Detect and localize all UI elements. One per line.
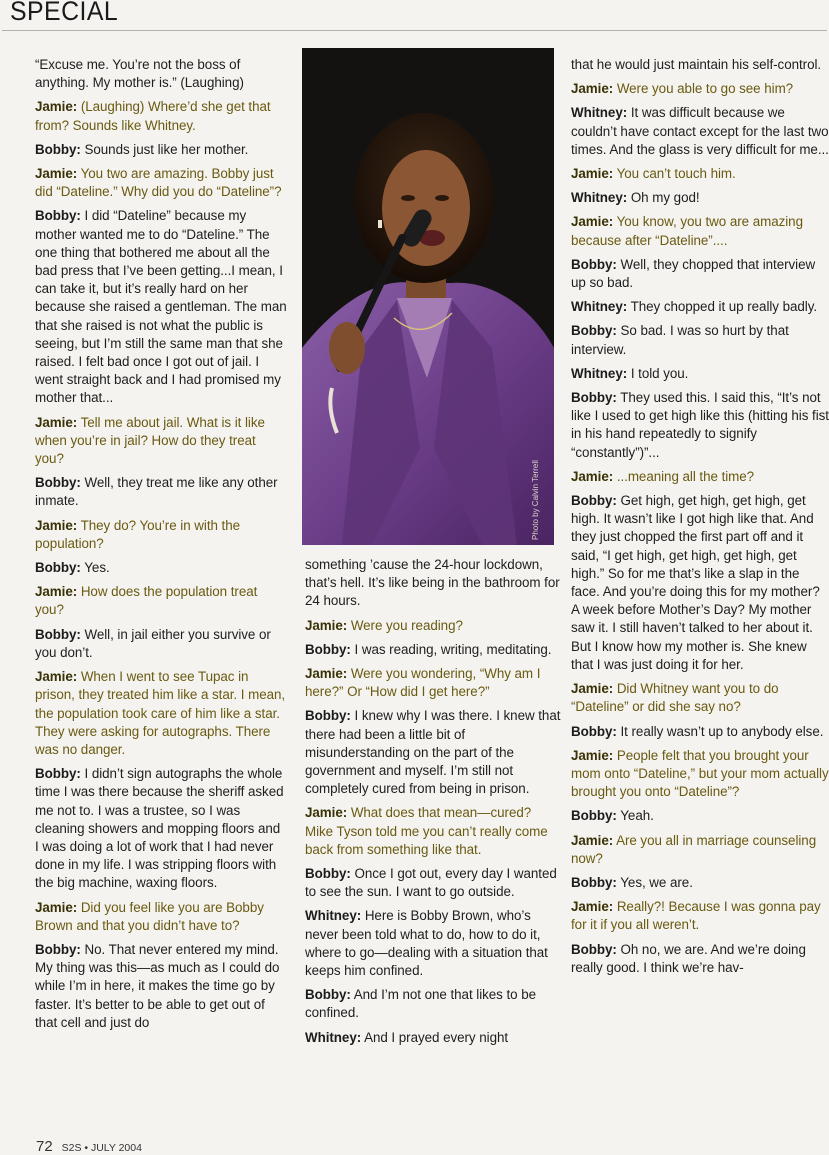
- interview-paragraph: [571, 941, 829, 977]
- interview-paragraph: [35, 899, 287, 935]
- interview-paragraph: [571, 747, 829, 802]
- interview-paragraph: [35, 559, 287, 577]
- speaker-label: Jamie:: [571, 899, 614, 915]
- paragraph-text: Sounds just like her mother.: [84, 141, 249, 157]
- interview-paragraph: [571, 322, 829, 358]
- speaker-label: Bobby:: [35, 141, 81, 157]
- interview-paragraph: [35, 165, 287, 201]
- interview-paragraph: [305, 665, 561, 701]
- interview-paragraph: [35, 626, 287, 662]
- speaker-label: Whitney:: [571, 190, 628, 206]
- interview-paragraph: [305, 641, 561, 659]
- paragraph-text: Yes, we are.: [620, 874, 693, 890]
- performer-photo: [302, 48, 554, 545]
- paragraph-text: I didn’t sign autographs the whole time I was there because the sheriff asked me not to. I was a trustee, so I was cleaning showers and mopping floors and I was doing a lot of work that I had never done in my life. I was stripping floors with the big machine, waxing floors.: [35, 766, 284, 891]
- speaker-label: Jamie:: [305, 805, 348, 821]
- interview-paragraph: [35, 517, 287, 553]
- interview-paragraph: [571, 898, 829, 934]
- paragraph-text: I was reading, writing, meditating.: [354, 641, 552, 657]
- interview-paragraph: [571, 56, 829, 74]
- interview-paragraph: [35, 474, 287, 510]
- interview-paragraph: [305, 1029, 561, 1047]
- paragraph-text: Did you feel like you are Bobby Brown and that you didn’t have to?: [35, 899, 264, 933]
- speaker-label: Bobby:: [571, 256, 617, 272]
- paragraph-text: Really?! Because I was gonna pay for it if you all weren’t.: [571, 899, 821, 933]
- paragraph-text: When I went to see Tupac in prison, they treated him like a star. I mean, the population took care of him like a star. They were asking for autographs. There was no danger.: [35, 669, 286, 757]
- speaker-label: Whitney:: [305, 1029, 362, 1045]
- speaker-label: Whitney:: [571, 105, 628, 121]
- paragraph-text: Yes.: [84, 560, 110, 576]
- paragraph-text: People felt that you brought your mom onto “Dateline,” but your mom actually brought you onto “Dateline”?: [571, 747, 829, 800]
- paragraph-text: I told you.: [630, 365, 689, 381]
- speaker-label: Bobby:: [35, 941, 81, 957]
- paragraph-text: It was difficult because we couldn’t have contact except for the last two times. And the glass is very difficult for me...: [571, 105, 829, 157]
- interview-paragraph: [35, 668, 287, 759]
- paragraph-text: How does the population treat you?: [35, 584, 258, 618]
- speaker-label: Jamie:: [571, 832, 614, 848]
- speaker-label: Jamie:: [571, 81, 614, 97]
- speaker-label: Bobby:: [571, 941, 617, 957]
- speaker-label: Jamie:: [35, 414, 78, 430]
- paragraph-text: You two are amazing. Bobby just did “Dateline.” Why did you do “Dateline”?: [35, 166, 282, 200]
- speaker-label: Whitney:: [571, 299, 628, 315]
- speaker-label: Bobby:: [35, 475, 81, 491]
- paragraph-text: Here is Bobby Brown, who’s never been told what to do, how to do it, where to go—dealing with a situation that keeps him confined.: [305, 908, 548, 979]
- page-header: [2, 0, 827, 30]
- speaker-label: Jamie:: [35, 584, 78, 600]
- speaker-label: Bobby:: [571, 493, 617, 509]
- interview-paragraph: [571, 807, 829, 825]
- interview-paragraph: [35, 141, 287, 159]
- interview-paragraph: [571, 365, 829, 383]
- paragraph-text: Once I got out, every day I wanted to see the sun. I want to go outside.: [305, 866, 557, 900]
- interview-paragraph: [35, 56, 287, 92]
- speaker-label: Jamie:: [571, 166, 614, 182]
- speaker-label: Jamie:: [571, 214, 614, 230]
- paragraph-text: You can’t touch him.: [616, 166, 736, 182]
- speaker-label: Bobby:: [35, 560, 81, 576]
- column-1: [35, 56, 287, 1038]
- speaker-label: Jamie:: [35, 899, 78, 915]
- interview-paragraph: [571, 189, 829, 207]
- paragraph-text: So bad. I was so hurt by that interview.: [571, 323, 789, 357]
- speaker-label: Jamie:: [305, 617, 348, 633]
- photo-credit: Photo by Calvin Terrell: [531, 460, 540, 540]
- paragraph-text: I did “Dateline” because my mother wanted me to do “Dateline.” The one thing that bothered me about all the bad press that I’ve been getting...I mean, I can take it, but it’s really hard on her because she raised a gentleman. The man that she raised is not what the public is seeing, but I’m still the same man that she raised. I felt bad once I got out of jail. I went straight back and I had promised my mother that...: [35, 208, 287, 406]
- interview-paragraph: [305, 865, 561, 901]
- header-rule: [2, 30, 827, 31]
- paragraph-text: And I prayed every night: [364, 1029, 509, 1045]
- paragraph-text: Did Whitney want you to do “Dateline” or did she say no?: [571, 681, 779, 715]
- interview-paragraph: [571, 213, 829, 249]
- paragraph-text: (Laughing) Where’d she get that from? Sounds like Whitney.: [35, 99, 271, 133]
- interview-paragraph: [305, 907, 561, 980]
- speaker-label: Bobby:: [571, 808, 617, 824]
- paragraph-text: Well, they chopped that interview up so bad.: [571, 256, 816, 291]
- interview-paragraph: [35, 207, 287, 407]
- paragraph-text: Are you all in marriage counseling now?: [571, 832, 817, 866]
- paragraph-text: Oh no, we are. And we’re doing really good. I think we’re hav-: [571, 941, 806, 975]
- interview-paragraph: [305, 617, 561, 635]
- paragraph-text: Were you able to go see him?: [616, 81, 794, 97]
- paragraph-text: Well, in jail either you survive or you don’t.: [35, 626, 271, 660]
- interview-paragraph: [571, 680, 829, 716]
- paragraph-text: Yeah.: [620, 808, 654, 824]
- paragraph-text: something ’cause the 24-hour lockdown, that’s hell. It’s like being in the bathroom for 24 hours.: [305, 557, 560, 609]
- interview-paragraph: [571, 723, 829, 741]
- speaker-label: Bobby:: [305, 866, 351, 882]
- speaker-label: Bobby:: [35, 626, 81, 642]
- interview-paragraph: [35, 414, 287, 469]
- speaker-label: Bobby:: [571, 874, 617, 890]
- singer-illustration: [302, 48, 554, 545]
- paragraph-text: What does that mean—cured? Mike Tyson told me you can’t really come back from something like that.: [305, 805, 548, 857]
- publication-line: S2S • JULY 2004: [61, 1142, 142, 1154]
- section-title: SPECIAL: [10, 0, 119, 26]
- interview-paragraph: [571, 256, 829, 292]
- paragraph-text: ...meaning all the time?: [616, 468, 755, 484]
- paragraph-text: Tell me about jail. What is it like when you’re in jail? How do they treat you?: [35, 414, 265, 467]
- speaker-label: Bobby:: [571, 390, 617, 406]
- speaker-label: Bobby:: [35, 208, 81, 224]
- speaker-label: Jamie:: [571, 747, 614, 763]
- paragraph-text: Were you reading?: [350, 617, 463, 633]
- interview-paragraph: [571, 832, 829, 868]
- paragraph-text: And I’m not one that likes to be confined.: [305, 987, 537, 1021]
- page-number: 72: [36, 1138, 53, 1155]
- page-footer: [36, 1138, 142, 1155]
- speaker-label: Bobby:: [305, 987, 351, 1003]
- speaker-label: Jamie:: [571, 468, 614, 484]
- speaker-label: Jamie:: [35, 669, 78, 685]
- column-2: [305, 556, 561, 1053]
- speaker-label: Whitney:: [571, 365, 628, 381]
- paragraph-text: Were you wondering, “Why am I here?” Or “How did I get here?”: [305, 666, 541, 700]
- paragraph-text: They used this. I said this, “It’s not like I used to get high like this (hitting his fist in his hand repeatedly to signify “constantly”)”...: [571, 390, 829, 460]
- speaker-label: Jamie:: [305, 666, 348, 682]
- paragraph-text: You know, you two are amazing because after “Dateline”....: [571, 214, 803, 248]
- interview-paragraph: [571, 165, 829, 183]
- interview-paragraph: [305, 707, 561, 798]
- speaker-label: Jamie:: [35, 99, 78, 115]
- paragraph-text: No. That never entered my mind. My thing was this—as much as I could do while I’m in here, it makes the time go by faster. It’s better to be able to get out of that cell and just do: [35, 941, 280, 1030]
- paragraph-text: I knew why I was there. I knew that there had been a little bit of misunderstanding on the part of the government and myself. I’m still not completely cured from being in prison.: [305, 708, 561, 797]
- speaker-label: Bobby:: [571, 723, 617, 739]
- speaker-label: Whitney:: [305, 908, 362, 924]
- column-3: [571, 56, 829, 983]
- speaker-label: Jamie:: [35, 517, 78, 533]
- paragraph-text: Oh my god!: [630, 190, 700, 206]
- interview-paragraph: [35, 765, 287, 892]
- paragraph-text: They do? You’re in with the population?: [35, 517, 241, 551]
- interview-paragraph: [571, 104, 829, 159]
- speaker-label: Bobby:: [305, 641, 351, 657]
- interview-paragraph: [305, 804, 561, 859]
- interview-paragraph: [35, 98, 287, 134]
- interview-paragraph: [35, 941, 287, 1032]
- speaker-label: Jamie:: [35, 166, 78, 182]
- interview-paragraph: [305, 986, 561, 1022]
- interview-paragraph: [305, 556, 561, 611]
- interview-paragraph: [571, 492, 829, 674]
- speaker-label: Bobby:: [305, 708, 351, 724]
- speaker-label: Bobby:: [571, 323, 617, 339]
- interview-paragraph: [571, 80, 829, 98]
- paragraph-text: They chopped it up really badly.: [630, 299, 818, 315]
- interview-paragraph: [571, 468, 829, 486]
- speaker-label: Bobby:: [35, 766, 81, 782]
- paragraph-text: Well, they treat me like any other inmate.: [35, 475, 278, 509]
- paragraph-text: that he would just maintain his self-control.: [571, 57, 822, 72]
- paragraph-text: “Excuse me. You’re not the boss of anything. My mother is.” (Laughing): [35, 57, 244, 91]
- interview-paragraph: [571, 874, 829, 892]
- speaker-label: Jamie:: [571, 681, 614, 697]
- paragraph-text: It really wasn’t up to anybody else.: [620, 723, 824, 739]
- paragraph-text: Get high, get high, get high, get high. It wasn’t like I got high like that. And they just chopped the first part off and it said, “I get high, get high, get high, get high.” So for me that’s like a slap in the face. And you’re doing this for my mother? A week before Mother’s Day? My mother saw it. I still haven’t talked to her about it. But I know how my mother is. She knew that I was just doing it for her.: [571, 493, 820, 672]
- interview-paragraph: [571, 389, 829, 462]
- interview-paragraph: [571, 298, 829, 316]
- interview-paragraph: [35, 583, 287, 619]
